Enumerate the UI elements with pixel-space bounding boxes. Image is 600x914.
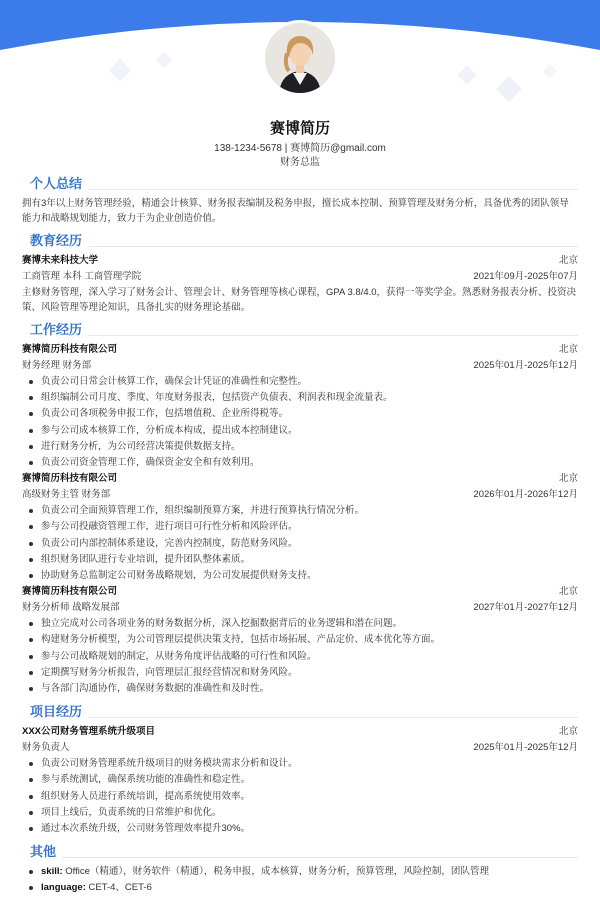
work-location: 北京 — [558, 473, 578, 485]
avatar — [262, 20, 338, 96]
project-detail-row — [22, 740, 578, 756]
work-header-row — [22, 342, 578, 358]
bullet-item: 组织编制公司月度、季度、年度财务报表，包括资产负债表、利润表和现金流量表。 — [22, 390, 578, 406]
bullet-item: 组织财务人员进行系统培训，提高系统使用效率。 — [22, 789, 578, 805]
other-section — [22, 840, 578, 896]
work-entry — [22, 342, 578, 471]
work-location: 北京 — [558, 586, 578, 598]
section-title: 其他 — [30, 844, 57, 860]
bullet-item: 与各部门沟通协作，确保财务数据的准确性和及时性。 — [22, 681, 578, 697]
project-location: 北京 — [558, 726, 578, 738]
work-entry — [22, 584, 578, 697]
language-item — [22, 880, 578, 896]
project-bullets — [22, 756, 578, 837]
skill-item — [22, 864, 578, 880]
work-entry — [22, 471, 578, 584]
work-role: 高级财务主管 财务部 — [22, 489, 111, 501]
bullet-item: 负责公司各项税务申报工作，包括增值税、企业所得税等。 — [22, 406, 578, 422]
bullet-item: 负责公司资金管理工作，确保资金安全和有效利用。 — [22, 455, 578, 471]
project-entry — [22, 724, 578, 837]
education-detail-row — [22, 269, 578, 285]
work-detail-row — [22, 487, 578, 503]
profile-photo — [265, 23, 335, 93]
language-label: language: — [41, 882, 86, 894]
section-divider — [88, 189, 578, 190]
other-bullets — [22, 864, 578, 896]
summary-section — [22, 172, 578, 226]
bullet-item: 进行财务分析，为公司经营决策提供数据支持。 — [22, 439, 578, 455]
work-dates: 2027年01月-2027年12月 — [473, 602, 578, 614]
language-value: CET-4、CET-6 — [85, 882, 152, 894]
section-header — [22, 318, 578, 338]
bullet-item: 参与公司战略规划的制定，从财务角度评估战略的可行性和风险。 — [22, 649, 578, 665]
resume-name: 赛博简历 — [269, 120, 330, 137]
summary-text: 拥有3年以上财务管理经验，精通会计核算、财务报表编制及税务申报，擅长成本控制、预算管理及财务分析，具备优秀的团队领导能力和战略规划能力，致力于为企业创造价值。 — [22, 198, 569, 224]
education-description: 主修财务管理，深入学习了财务会计、管理会计、财务管理等核心课程，GPA 3.8/4.0，获得一等奖学金。熟悉财务报表分析、投资决策、风险管理等理论知识，具备扎实的财务理论基础。 — [22, 287, 577, 313]
section-divider — [88, 717, 578, 718]
education-header-row — [22, 253, 578, 269]
work-section — [22, 318, 578, 697]
skill-value: Office（精通），财务软件（精通），税务申报，成本核算，财务分析，预算管理，风险控制，团队管理 — [62, 866, 489, 878]
work-location: 北京 — [558, 344, 578, 355]
bullet-item: 负责公司内部控制体系建设，完善内控制度，防范财务风险。 — [22, 536, 578, 552]
section-divider — [62, 857, 578, 858]
work-role: 财务分析师 战略发展部 — [22, 602, 120, 614]
section-header — [22, 700, 578, 720]
school-name: 赛博未来科技大学 — [22, 255, 99, 266]
project-role: 财务负责人 — [22, 742, 70, 754]
bullet-item: 负责公司财务管理系统升级项目的财务模块需求分析和设计。 — [22, 756, 578, 772]
section-title: 教育经历 — [30, 233, 83, 248]
bullet-item: 负责公司全面预算管理工作，组织编制预算方案，并进行预算执行情况分析。 — [22, 503, 578, 519]
bullet-item: 参与系统测试，确保系统功能的准确性和稳定性。 — [22, 772, 578, 788]
bullet-item: 构建财务分析模型，为公司管理层提供决策支持，包括市场拓展、产品定价、成本优化等方面。 — [22, 632, 578, 648]
resume-body — [22, 172, 578, 900]
work-role: 财务经理 财务部 — [22, 360, 92, 371]
skill-label: skill: — [41, 866, 63, 878]
work-bullets — [22, 503, 578, 584]
section-divider — [88, 335, 578, 336]
work-detail-row — [22, 358, 578, 374]
section-header — [22, 840, 578, 860]
work-header-row — [22, 471, 578, 487]
work-bullets — [22, 374, 578, 471]
degree: 工商管理 本科 工商管理学院 — [22, 271, 142, 282]
project-dates: 2025年01月-2025年12月 — [473, 742, 578, 754]
section-title: 工作经历 — [30, 322, 83, 337]
section-header — [22, 172, 578, 192]
contact-info: 138-1234-5678 | 赛博简历@gmail.com — [214, 143, 386, 154]
job-title: 财务总监 — [280, 157, 320, 168]
work-dates: 2026年01月-2026年12月 — [473, 489, 578, 501]
bullet-item: 协助财务总监制定公司财务战略规划，为公司发展提供财务支持。 — [22, 568, 578, 584]
bullet-item: 定期撰写财务分析报告，向管理层汇报经营情况和财务风险。 — [22, 665, 578, 681]
school-location: 北京 — [558, 255, 578, 266]
bullet-item: 组织财务团队进行专业培训，提升团队整体素质。 — [22, 552, 578, 568]
work-dates: 2025年01月-2025年12月 — [473, 360, 578, 371]
work-bullets — [22, 616, 578, 697]
section-title: 个人总结 — [30, 176, 83, 191]
section-title: 项目经历 — [30, 704, 83, 720]
bullet-item: 负责公司日常会计核算工作，确保会计凭证的准确性和完整性。 — [22, 374, 578, 390]
work-detail-row — [22, 600, 578, 616]
bullet-item: 参与公司投融资管理工作，进行项目可行性分析和风险评估。 — [22, 519, 578, 535]
company-name: 赛博简历科技有限公司 — [22, 344, 118, 355]
bullet-item: 通过本次系统升级，公司财务管理效率提升30%。 — [22, 821, 578, 837]
project-name: XXX公司财务管理系统升级项目 — [22, 726, 156, 738]
work-header-row — [22, 584, 578, 600]
education-section — [22, 229, 578, 315]
project-header-row — [22, 724, 578, 740]
company-name: 赛博简历科技有限公司 — [22, 586, 118, 598]
bullet-item: 项目上线后，负责系统的日常维护和优化。 — [22, 805, 578, 821]
section-divider — [88, 246, 578, 247]
projects-section — [22, 700, 578, 837]
company-name: 赛博简历科技有限公司 — [22, 473, 118, 485]
section-header — [22, 229, 578, 249]
education-dates: 2021年09月-2025年07月 — [473, 271, 578, 282]
bullet-item: 独立完成对公司各项业务的财务数据分析，深入挖掘数据背后的业务逻辑和潜在问题。 — [22, 616, 578, 632]
bullet-item: 参与公司成本核算工作，分析成本构成，提出成本控制建议。 — [22, 423, 578, 439]
